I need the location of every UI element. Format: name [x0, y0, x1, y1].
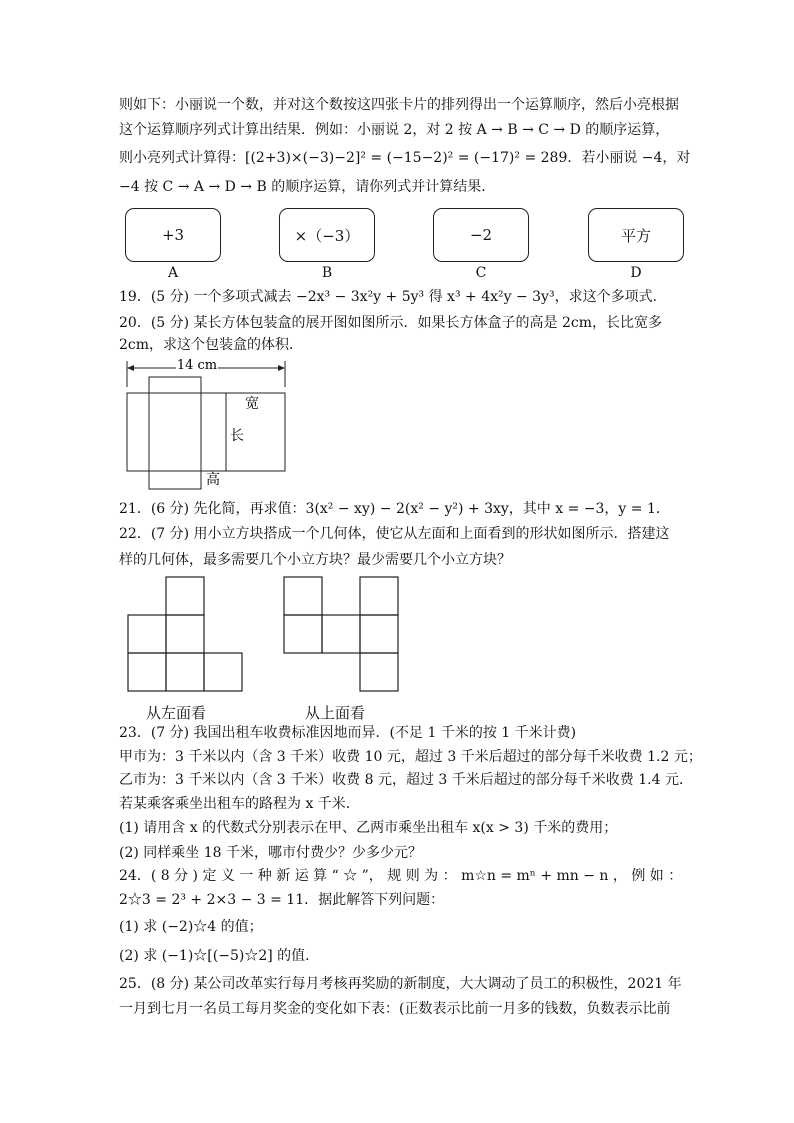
intro-line-3: 则小亮列式计算得：[(2+3)×(−3)−2]² = (−15−2)² = (−17)² = 289．若小丽说 −4，对 — [119, 150, 691, 166]
cube-square — [284, 615, 322, 653]
card-letter-a: A — [167, 265, 179, 281]
question-25-line-1: 25．(8 分) 某公司改革实行每月考核再奖励的新制度，大大调动了员工的积极性，2021 年 — [119, 976, 682, 992]
question-23-line-1: 23．(7 分) 我国出租车收费标准因地而异．(不足 1 千米的按 1 千米计费) — [119, 725, 577, 741]
cube-square — [204, 653, 242, 691]
question-23-line-4: 若某乘客乘坐出租车的路程为 x 千米． — [119, 796, 360, 812]
question-24-line-3: (1) 求 (−2)☆4 的值； — [119, 919, 263, 935]
cube-square — [128, 653, 166, 691]
operation-card-d: 平方 — [588, 208, 684, 262]
question-19: 19．(5 分) 一个多项式减去 −2x³ − 3x²y + 5y³ 得 x³ + 4x²y − 3y³，求这个多项式． — [119, 289, 667, 305]
question-20-line-1: 20．(5 分) 某长方体包装盒的展开图如图所示．如果长方体盒子的高是 2cm，长比宽多 — [119, 315, 663, 331]
operation-card-a: +3 — [125, 208, 221, 262]
dim-arrow-right — [278, 365, 285, 371]
cube-square — [128, 615, 166, 653]
height-label: 高 — [206, 472, 220, 488]
cube-square — [166, 653, 204, 691]
question-21: 21．(6 分) 先化简，再求值：3(x² − xy) − 2(x² − y²) + 3xy，其中 x = −3，y = 1． — [119, 501, 670, 517]
question-23-line-2: 甲市为：3 千米以内（含 3 千米）收费 10 元，超过 3 千米后超过的部分每千米收费 1.2 元； — [119, 749, 702, 765]
cube-square — [322, 615, 360, 653]
cube-square — [284, 577, 322, 615]
top-view-caption: 从上面看 — [305, 704, 366, 722]
intro-line-2: 这个运算顺序列式计算出结果．例如：小丽说 2，对 2 按 A → B → C → D 的顺序运算， — [119, 122, 670, 138]
net-body — [127, 393, 285, 471]
cube-square — [360, 653, 398, 691]
length-label: 长 — [230, 428, 244, 444]
cube-square — [166, 615, 204, 653]
question-23-line-3: 乙市为：3 千米以内（含 3 千米）收费 8 元，超过 3 千米后超过的部分每千米收费 1.4 元． — [119, 772, 693, 788]
operation-card-c: −2 — [433, 208, 529, 262]
cube-square — [360, 615, 398, 653]
net-column — [149, 377, 201, 489]
dim-arrow-left — [127, 365, 134, 371]
cube-square — [360, 577, 398, 615]
cube-square — [166, 577, 204, 615]
width-label: 宽 — [245, 396, 259, 412]
intro-line-4: −4 按 C → A → D → B 的顺序运算，请你列式并计算结果． — [119, 179, 496, 195]
left-view-grid — [125, 575, 247, 697]
left-view-caption: 从左面看 — [146, 704, 207, 722]
question-22-line-1: 22．(7 分) 用小立方块搭成一个几何体，使它从左面和上面看到的形状如图所示．搭建这 — [119, 526, 670, 542]
intro-line-1: 则如下：小丽说一个数，并对这个数按这四张卡片的排列得出一个运算顺序，然后小亮根据 — [119, 97, 679, 113]
top-view-grid — [281, 575, 403, 697]
question-23-line-6: (2) 同样乘坐 18 千米，哪市付费少？少多少元？ — [119, 845, 422, 861]
question-24-line-1: 24．( 8 分 ) 定 义 一 种 新 运 算 “ ☆ ”， 规 则 为 ： m☆n = mⁿ + mn − n ， 例 如 ： — [119, 868, 683, 884]
question-20-line-2: 2cm，求这个包装盒的体积． — [119, 337, 304, 353]
dimension-label: 14 cm — [176, 358, 218, 373]
operation-card-b: ×（−3） — [279, 208, 375, 262]
card-letter-b: B — [321, 265, 333, 281]
question-23-line-5: (1) 请用含 x 的代数式分别表示在甲、乙两市乘坐出租车 x(x > 3) 千米的费用； — [119, 820, 618, 836]
question-24-line-2: 2☆3 = 2³ + 2×3 − 3 = 11．据此解答下列问题： — [119, 892, 445, 908]
box-net-diagram — [118, 353, 298, 493]
question-22-line-2: 样的几何体，最多需要几个小立方块？最少需要几个小立方块？ — [119, 552, 511, 568]
card-letter-c: C — [475, 265, 487, 281]
card-letter-d: D — [630, 265, 642, 281]
question-25-line-2: 一月到七月一名员工每月奖金的变化如下表：(正数表示比前一月多的钱数，负数表示比前 — [119, 1001, 671, 1017]
question-24-line-4: (2) 求 (−1)☆[(−5)☆2] 的值． — [119, 948, 320, 964]
